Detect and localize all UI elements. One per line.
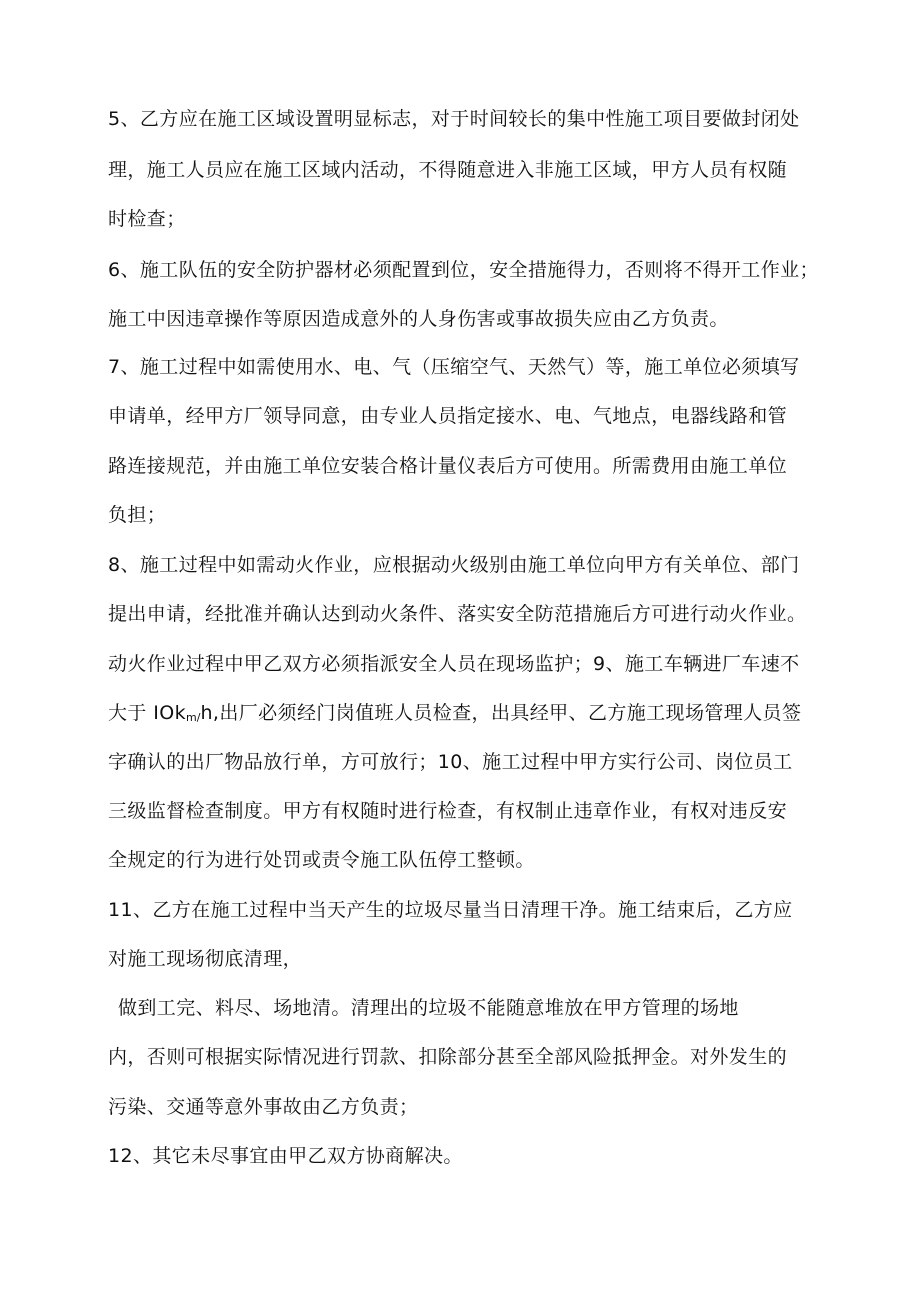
text-line-8: 路连接规范，并由施工单位安装合格计量仪表后方可使用。所需费用由施工单位 — [108, 455, 788, 477]
text-line-12: 动火作业过程中甲乙双方必须指派安全人员在现场监护；9、施工车辆进厂车速不 — [108, 653, 800, 675]
text-line-5: 施工中因违章操作等原因造成意外的人身伤害或事故损失应由乙方负责。 — [108, 308, 729, 330]
text-line-1: 5、乙方应在施工区域设置明显标志，对于时间较长的集中性施工项目要做封闭处 — [108, 108, 800, 130]
text-line-19: 做到工完、料尽、场地清。清理出的垃圾不能随意堆放在甲方管理的场地 — [118, 997, 739, 1019]
text-line-14: 字确认的出厂物品放行单，方可放行；10、施工过程中甲方实行公司、岗位员工 — [108, 751, 793, 773]
text-line-17: 11、乙方在施工过程中当天产生的垃圾尽量当日清理干净。施工结束后，乙方应 — [108, 899, 793, 921]
text-line-7: 申请单，经甲方厂领导同意，由专业人员指定接水、电、气地点，电器线路和管 — [108, 405, 788, 427]
speed-unit-sub: m/ — [186, 711, 201, 724]
text-line-22: 12、其它未尽事宜由甲乙双方协商解决。 — [108, 1145, 463, 1167]
text-line-3: 时检查； — [108, 208, 186, 230]
text-line-10: 8、施工过程中如需动火作业，应根据动火级别由施工单位向甲方有关单位、部门 — [108, 554, 800, 576]
text-line-20: 内，否则可根据实际情况进行罚款、扣除部分甚至全部风险抵押金。对外发生的 — [108, 1046, 788, 1068]
text-line-21: 污染、交通等意外事故由乙方负责； — [108, 1096, 419, 1118]
text-line-16: 全规定的行为进行处罚或责令施工队伍停工整顿。 — [108, 849, 535, 871]
text-line-4: 6、施工队伍的安全防护器材必须配置到位，安全措施得力，否则将不得开工作业； — [108, 259, 819, 281]
text-line-13 — [108, 700, 828, 731]
speed-unit: h, — [200, 702, 220, 724]
text-line-9: 负担； — [108, 504, 167, 526]
speed-prefix: 大于 — [108, 702, 147, 724]
text-line-11: 提出申请，经批准并确认达到动火条件、落实安全防范措施后方可进行动火作业。 — [108, 603, 807, 625]
text-line-13-rest: 出厂必须经门岗值班人员检查，出具经甲、乙方施工现场管理人员签 — [219, 702, 802, 724]
speed-value: IOk — [153, 702, 187, 724]
text-line-18: 对施工现场彻底清理， — [108, 948, 303, 970]
text-line-2: 理，施工人员应在施工区域内活动，不得随意进入非施工区域，甲方人员有权随 — [108, 159, 788, 181]
text-line-15: 三级监督检查制度。甲方有权随时进行检查，有权制止违章作业，有权对违反安 — [108, 800, 788, 822]
text-line-6: 7、施工过程中如需使用水、电、气（压缩空气、天然气）等，施工单位必须填写 — [108, 356, 800, 378]
